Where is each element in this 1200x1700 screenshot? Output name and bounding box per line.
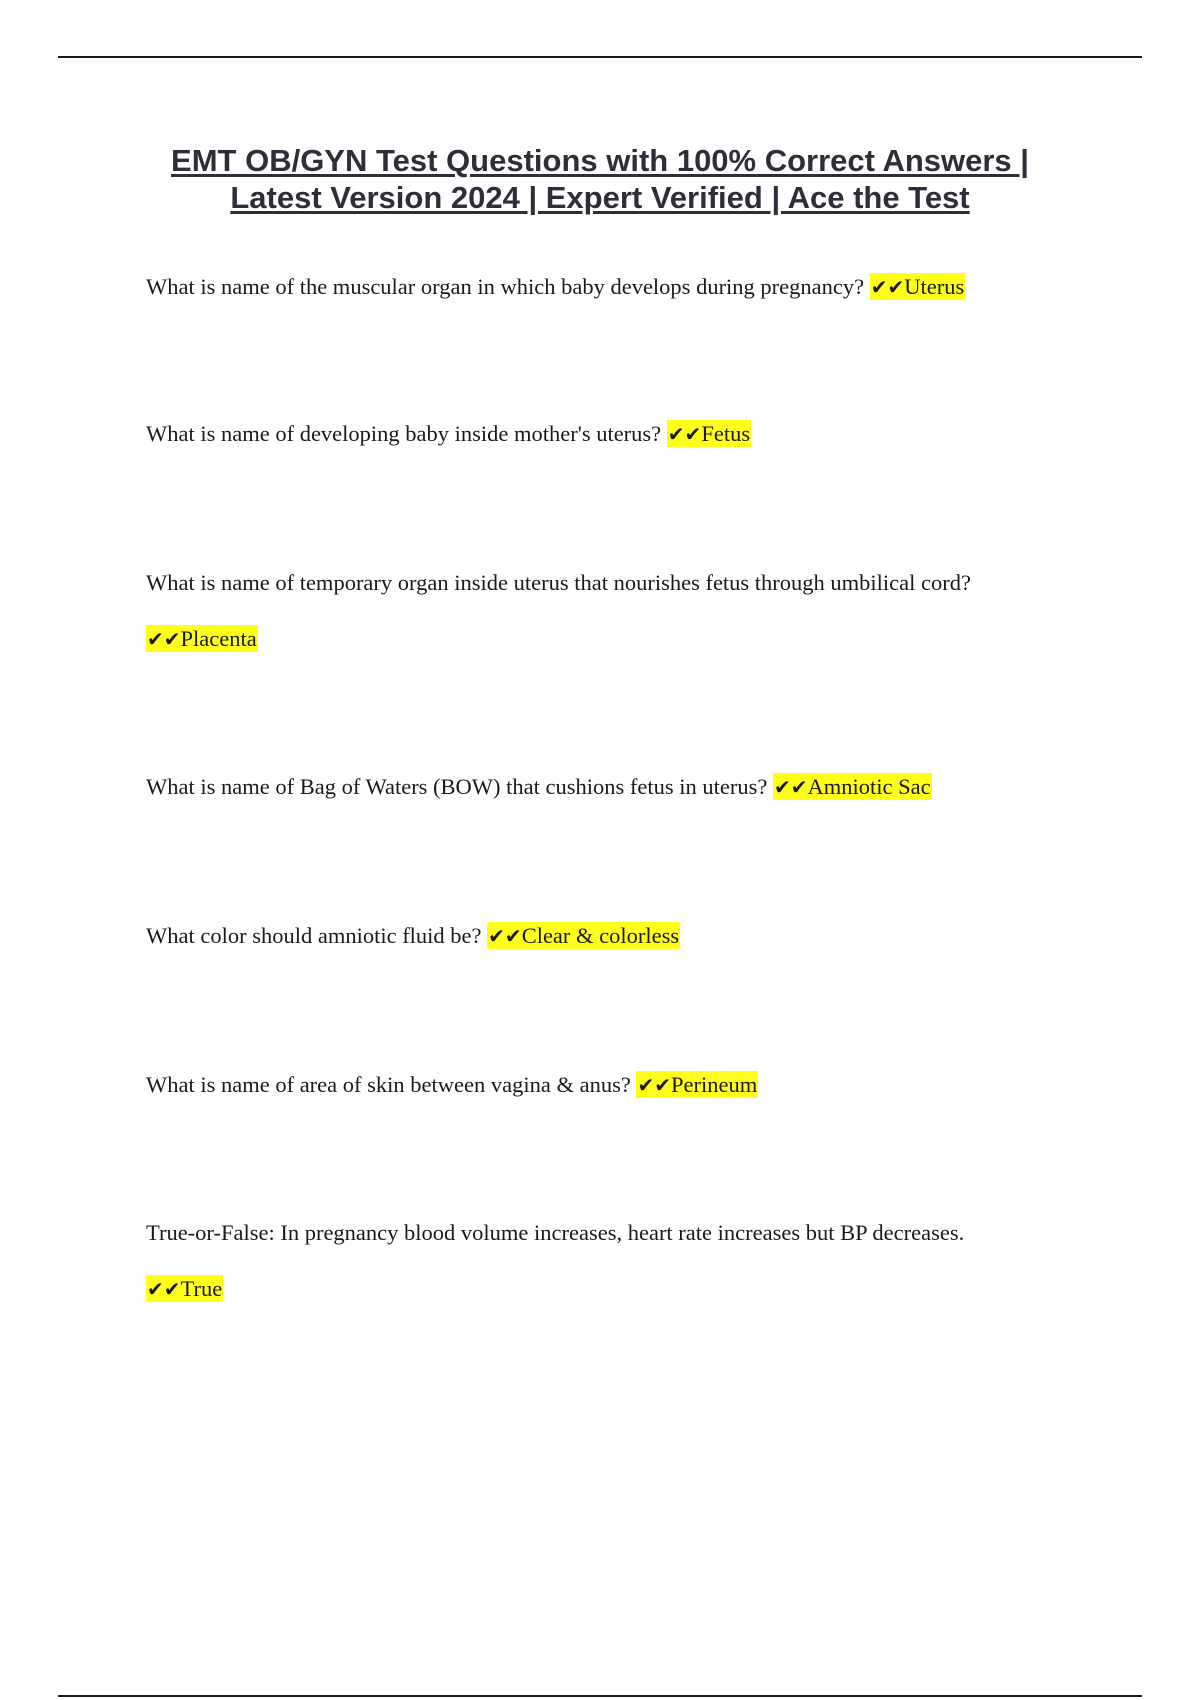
check-mark-icon: ✔✔ xyxy=(147,627,181,651)
qa-item xyxy=(146,272,1046,302)
question-text: What color should amniotic fluid be? xyxy=(146,923,482,948)
answer-text: Clear & colorless xyxy=(521,923,680,948)
answer-highlight xyxy=(667,420,751,447)
answer-text: True xyxy=(180,1276,223,1301)
question-text: What is name of temporary organ inside uterus that nourishes fetus through umbilical cord? xyxy=(146,570,971,595)
check-mark-icon: ✔✔ xyxy=(774,775,808,799)
question-text: What is name of area of skin between vagina & anus? xyxy=(146,1072,631,1097)
answer-highlight xyxy=(773,773,932,800)
qa-item xyxy=(146,921,1046,951)
answer-text: Uterus xyxy=(904,274,965,299)
answer-line xyxy=(146,1274,1046,1304)
answer-text: Perineum xyxy=(670,1072,758,1097)
answer-line xyxy=(146,624,1046,654)
title-line-2: Latest Version 2024 | Expert Verified | Ace the Test xyxy=(230,180,970,215)
answer-text: Fetus xyxy=(701,421,751,446)
qa-item xyxy=(146,419,1046,449)
answer-highlight xyxy=(487,922,680,949)
document-title xyxy=(0,142,1200,216)
check-mark-icon: ✔✔ xyxy=(870,275,905,299)
bottom-rule xyxy=(58,1695,1142,1697)
question-text: What is name of the muscular organ in which baby develops during pregnancy? xyxy=(146,274,865,299)
check-mark-icon: ✔✔ xyxy=(637,1073,671,1097)
check-mark-icon: ✔✔ xyxy=(667,422,702,446)
answer-highlight xyxy=(146,625,258,652)
answer-text: Placenta xyxy=(180,626,257,651)
qa-item xyxy=(146,568,1046,654)
check-mark-icon: ✔✔ xyxy=(488,924,522,948)
qa-item xyxy=(146,1070,1046,1100)
answer-highlight xyxy=(870,273,966,300)
qa-item xyxy=(146,1218,1046,1304)
answer-highlight xyxy=(146,1275,223,1302)
check-mark-icon: ✔✔ xyxy=(147,1277,181,1301)
qa-item xyxy=(146,772,1046,802)
question-text: What is name of developing baby inside mother's uterus? xyxy=(146,421,662,446)
question-text: True-or-False: In pregnancy blood volume increases, heart rate increases but BP decreases. xyxy=(146,1220,965,1245)
title-line-1: EMT OB/GYN Test Questions with 100% Correct Answers | xyxy=(171,143,1029,178)
question-text: What is name of Bag of Waters (BOW) that cushions fetus in uterus? xyxy=(146,774,768,799)
answer-text: Amniotic Sac xyxy=(807,774,931,799)
top-rule xyxy=(58,56,1142,58)
answer-highlight xyxy=(636,1071,758,1098)
